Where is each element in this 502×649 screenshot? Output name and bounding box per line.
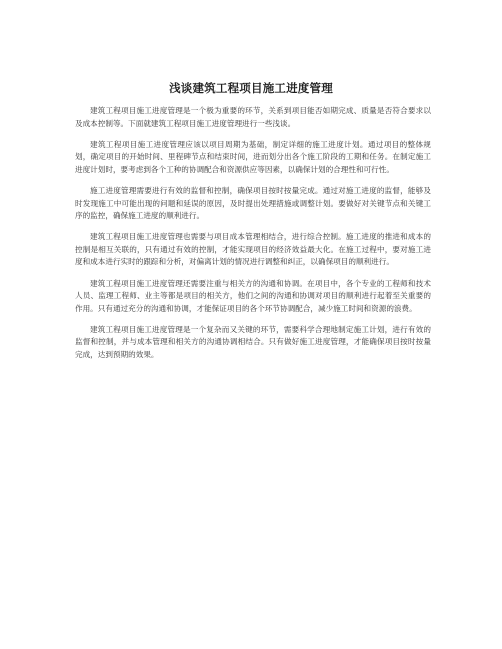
paragraph-cost-control: 建筑工程项目施工进度管理也需要与项目成本管理相结合，进行综合控制。施工进度的推进和成本的控制是相互关联的，只有通过有效的控制，才能实现项目的经济效益最大化。在施工过程中，要对施工进度和成本进行实时的跟踪和分析，对偏离计划的情况进行调整和纠正，以确保项目的顺利进行。 [75,232,431,267]
document-body [75,105,431,370]
document-title: 浅谈建筑工程项目施工进度管理 [169,81,333,95]
paragraph-conclusion: 建筑工程项目施工进度管理是一个复杂而又关键的环节，需要科学合理地制定施工计划，进行有效的监督和控制，并与成本管理和相关方的沟通协调相结合。只有做好施工进度管理，才能确保项目按时按量完成，达到预期的效果。 [75,324,431,359]
paragraph-intro: 建筑工程项目施工进度管理是一个极为重要的环节，关系到项目能否如期完成、质量是否符合要求以及成本控制等。下面就建筑工程项目施工进度管理进行一些浅谈。 [75,106,431,128]
paragraph-planning: 建筑工程项目施工进度管理应该以项目周期为基础，制定详细的施工进度计划。通过项目的整体规划，确定项目的开始时间、里程碑节点和结束时间，进而划分出各个施工阶段的工期和任务。在制定施工进度计划时，要考虑到各个工种的协调配合和资源供应等因素，以确保计划的合理性和可行性。 [75,139,431,174]
paragraph-communication: 建筑工程项目施工进度管理还需要注重与相关方的沟通和协调。在项目中，各个专业的工程师和技术人员、监理工程师、业主等都是项目的相关方，他们之间的沟通和协调对项目的顺利进行起着至关重要的作用。只有通过充分的沟通和协调，才能保证项目的各个环节协调配合，减少施工时间和资源的浪费。 [75,278,431,313]
paragraph-monitoring: 施工进度管理需要进行有效的监督和控制，确保项目按时按量完成。通过对施工进度的监督，能够及时发现施工中可能出现的问题和延误的原因，及时提出处理措施或调整计划。要做好对关键节点和关键工序的监控，确保施工进度的顺利进行。 [75,185,431,221]
